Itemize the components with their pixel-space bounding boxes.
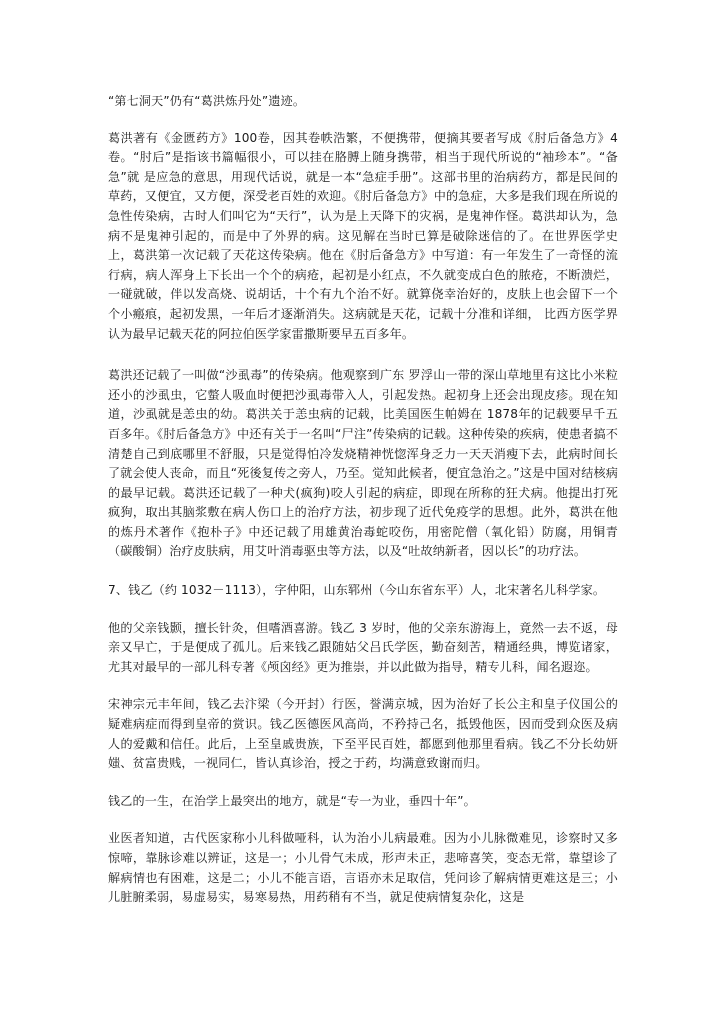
document-body xyxy=(108,92,618,928)
paragraph-gehong-diseases: 葛洪还记载了一叫做“沙虱毒”的传染病。他观察到广东 罗浮山一带的深山草地里有这比小米粒还小的沙虱虫，它螫人吸血时便把沙虱毒带入人，引起发热。起初身上还会出现皮疹。现在知道，沙虱就是恙虫的幼。葛洪关于恙虫病的记载，比美国医生帕姆在 1878年的记载要早千五百多年。《肘后备急方》中还有关于一名叫“尸注”传染病的记载。这种传染的疾病，使患者搞不清楚自己到底哪里不舒服，只是觉得怕冷发烧精神恍惚浑身乏力一天天消瘦下去，此病时间长了就会使人丧命，而且“死後复传之旁人，乃至。觉知此候者，便宜急治之。”这是中国对结核病的最早记载。葛洪还记载了一种犬(疯狗)咬人引起的病症，即现在所称的狂犬病。他提出打死疯狗，取出其脑浆敷在病人伤口上的治疗方法，初步现了近代免疫学的思想。此外，葛洪在他的炼丹术著作《抱朴子》中还记载了用雄黄治毒蛇咬伤，用密陀僧（氧化铅）防腐，用铜青（碳酸铜）治疗皮肤病，用艾叶消毒驱虫等方法，以及“吐故纳新者，因以长”的功疗法。 xyxy=(108,368,618,559)
paragraph-gehong-relic: “第七洞天”仍有“葛洪炼丹处”遗迹。 xyxy=(108,94,306,108)
paragraph-qianyi-heading: 7、钱乙（约 1032－1113），字仲阳，山东郓州（今山东省东平）人，北宋著名儿科学家。 xyxy=(108,583,606,598)
paragraph-pediatrics-difficulty: 业医者知道，古代医家称小儿科做哑科，认为治小儿病最难。因为小儿脉微难见，诊察时又多惊啼，靠脉诊难以辨证，这是一；小儿骨气未成，形声未正，悲啼喜笑，变态无常，靠望诊了解病情也有困难，这是二；小儿不能言语，言语亦未足取信，凭问诊了解病情更难这是三；小儿脏腑柔弱，易虚易实，易寒易热，用药稍有不当，就足使病情复杂化，这是 xyxy=(108,831,618,905)
paragraph-qianyi-career: 宋神宗元丰年间，钱乙去汴梁（今开封）行医，誉满京城，因为治好了长公主和皇子仪国公的疑难病症而得到皇帝的赏识。钱乙医德医风高尚，不矜持己名，抵毁他医，因而受到众医及病人的爱戴和信任。此后，上至皇戚贵族，下至平民百姓，都愿到他那里看病。钱乙不分长幼妍媸、贫富贵贱，一视同仁，皆认真诊治，授之于药，均满意致谢而归。 xyxy=(108,697,618,771)
paragraph-gehong-prescriptions: 葛洪著有《金匮药方》100卷，因其卷帙浩繁，不便携带，便摘其要者写成《肘后备急方》4卷。“肘后”是指该书篇幅很小，可以挂在胳膊上随身携带，相当于现代所说的“袖珍本”。“备急”就 是应急的意思，用现代话说，就是一本“急症手册”。这部书里的治病药方，都是民间的草药，又便宜，又方便，深受老百姓的欢迎。《肘后备急方》中的急症，大多是我们现在所说的急性传染病，古时人们叫它为“天行”，认为是上天降下的灾祸，是鬼神作怪。葛洪却认为，急病不是鬼神引起的，而是中了外界的病。这见解在当时已算是破除迷信的了。在世界医学史上，葛洪第一次记载了天花这传染病。他在《肘后备急方》中写道：有一年发生了一奇怪的流行病，病人浑身上下长出一个个的病疮，起初是小红点，不久就变成白色的脓疮，不断溃烂，一碰就破，伴以发高烧、说胡话，十个有九个治不好。就算侥幸治好的，皮肤上也会留下一个个小瘢痕，起初发黑，一年后才逐渐消失。这病就是天花，记载十分准和详细， 比西方医学界认为最早记载天花的阿拉伯医学家雷撒斯要早五百多年。 xyxy=(108,130,618,341)
paragraph-qianyi-dedication: 钱乙的一生，在治学上最突出的地方，就是“专一为业，垂四十年”。 xyxy=(108,793,476,808)
paragraph-qianyi-childhood: 他的父亲钱颢，擅长针灸，但嗜酒喜游。钱乙 3 岁时，他的父亲东游海上，竟然一去不返，母亲又早亡，于是便成了孤儿。后来钱乙跟随姑父吕氏学医，勤奋刻苦，精通经典，博览诸家，尤其对最早的一部儿科专著《颅囟经》更为推崇，并以此做为指导，精专儿科，闻名遐迩。 xyxy=(108,620,618,674)
